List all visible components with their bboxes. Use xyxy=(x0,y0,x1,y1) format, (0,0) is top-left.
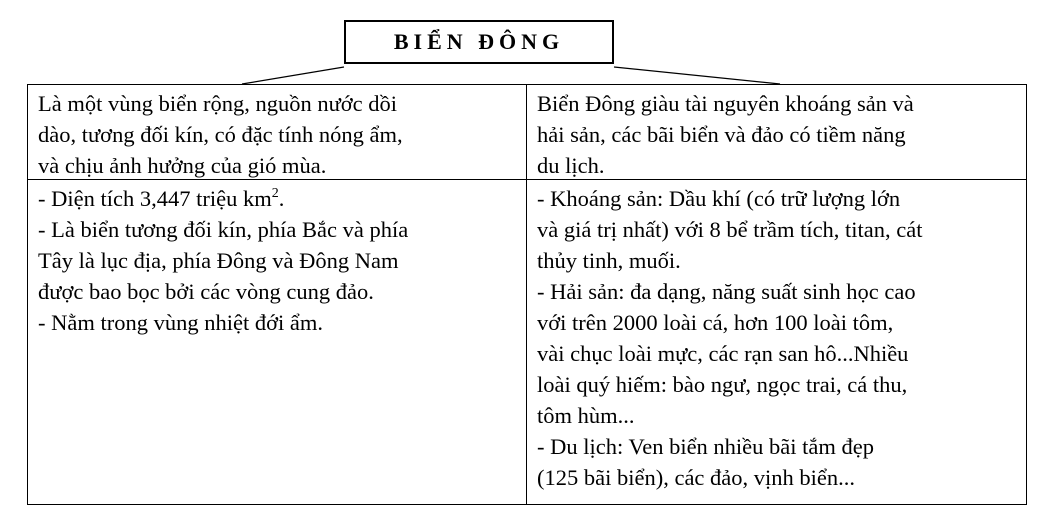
text-line: vài chục loài mực, các rạn san hô...Nhiều xyxy=(537,341,909,366)
area-superscript: 2 xyxy=(271,186,279,201)
area-text: - Diện tích 3,447 triệu km xyxy=(38,186,272,211)
cell-bottom-left xyxy=(28,180,527,504)
cell-bottom-right xyxy=(527,180,1026,504)
connector-right xyxy=(614,67,780,84)
text-line: loài quý hiếm: bào ngư, ngọc trai, cá thu, xyxy=(537,372,908,397)
text-line: hải sản, các bãi biển và đảo có tiềm năng xyxy=(537,122,906,147)
text-line: với trên 2000 loài cá, hơn 100 loài tôm, xyxy=(537,310,894,335)
text-line: và giá trị nhất) với 8 bể trầm tích, titan, cát xyxy=(537,217,923,242)
text-line: tôm hùm... xyxy=(537,403,635,428)
text-line: - Du lịch: Ven biển nhiều bãi tắm đẹp xyxy=(537,434,875,459)
text-line: du lịch. xyxy=(537,153,605,178)
text-line: (125 bãi biển), các đảo, vịnh biển... xyxy=(537,465,856,490)
text-line: thủy tinh, muối. xyxy=(537,248,681,273)
area-end: . xyxy=(278,186,285,211)
text-line: Tây là lục địa, phía Đông và Đông Nam xyxy=(38,248,399,273)
text-line: dào, tương đối kín, có đặc tính nóng ẩm, xyxy=(38,122,403,147)
title-box xyxy=(344,20,614,64)
content-table xyxy=(27,84,1027,505)
cell-top-right xyxy=(527,85,1026,180)
text-line: được bao bọc bởi các vòng cung đảo. xyxy=(38,279,374,304)
title-text: BIỂN ĐÔNG xyxy=(393,29,565,54)
text-line: Biển Đông giàu tài nguyên khoáng sản và xyxy=(537,91,914,116)
area-line xyxy=(38,183,518,214)
text-line: và chịu ảnh hưởng của gió mùa. xyxy=(38,153,327,178)
text-line: - Hải sản: đa dạng, năng suất sinh học cao xyxy=(537,279,916,304)
connector-left xyxy=(242,67,344,84)
text-line: - Khoáng sản: Dầu khí (có trữ lượng lớn xyxy=(537,186,901,211)
text-line: - Nằm trong vùng nhiệt đới ẩm. xyxy=(38,310,323,335)
cell-top-left xyxy=(28,85,527,180)
text-line: - Là biển tương đối kín, phía Bắc và phía xyxy=(38,217,409,242)
text-line: Là một vùng biển rộng, nguồn nước dồi xyxy=(38,91,398,116)
